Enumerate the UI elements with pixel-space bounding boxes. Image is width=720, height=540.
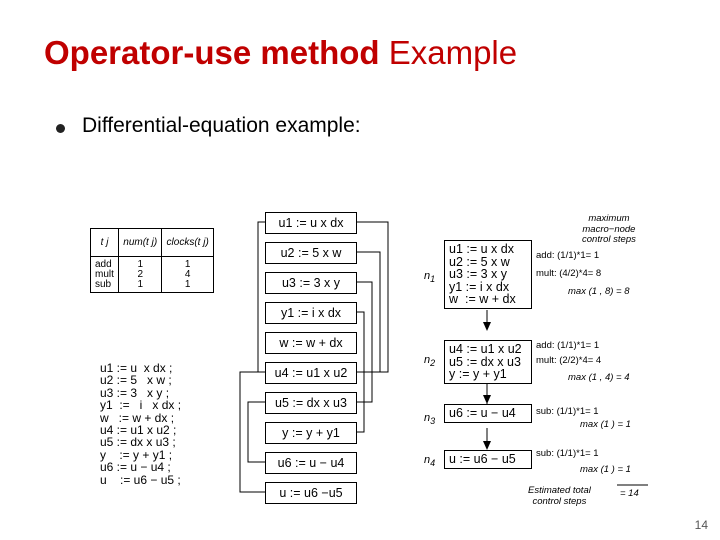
table-header-clocks: clocks(t j): [162, 229, 214, 257]
table-cell-clocks: 1 4 1: [162, 257, 214, 293]
chain-box: u4 := u1 x u2: [265, 362, 357, 384]
chain-box: w := w + dx: [265, 332, 357, 354]
macro-node-box: u4 := u1 x u2 u5 := dx x u3 y := y + y1: [444, 340, 532, 384]
table-header-tj: t j: [91, 229, 119, 257]
title-rest: Example: [379, 34, 518, 71]
chain-box: u3 := 3 x y: [265, 272, 357, 294]
table-cell-num: 1 2 1: [119, 257, 162, 293]
table-header-num: num(t j): [119, 229, 162, 257]
table-cell-ops: add mult sub: [91, 257, 119, 293]
total-value: = 14: [620, 488, 639, 499]
node-note-mult: mult: (4/2)*4= 8: [536, 268, 602, 279]
chain-box: u6 := u − u4: [265, 452, 357, 474]
node-note-add: sub: (1/1)*1= 1: [536, 406, 599, 417]
node-max: max (1 ) = 1: [580, 464, 631, 475]
node-max: max (1 , 4) = 4: [568, 372, 630, 383]
node-label: $n_3$: [424, 412, 436, 427]
node-label: $n_1$: [424, 270, 436, 285]
chain-box: y := y + y1: [265, 422, 357, 444]
macro-node-box: u6 := u − u4: [444, 404, 532, 423]
chain-box: u5 := dx x u3: [265, 392, 357, 414]
node-label: $n_2$: [424, 354, 436, 369]
node-note-add: sub: (1/1)*1= 1: [536, 448, 599, 459]
macro-node-box: u := u6 − u5: [444, 450, 532, 469]
node-note-add: add: (1/1)*1= 1: [536, 250, 600, 261]
node-max: max (1 , 8) = 8: [568, 286, 630, 297]
title-bold: Operator-use method: [44, 34, 380, 71]
page-number: 14: [694, 518, 708, 532]
chain-box: u := u6 −u5: [265, 482, 357, 504]
chain-box: u2 := 5 x w: [265, 242, 357, 264]
node-note-add: add: (1/1)*1= 1: [536, 340, 600, 351]
bullet-text: Differential-equation example:: [82, 114, 361, 137]
chain-box: y1 := i x dx: [265, 302, 357, 324]
total-label: Estimated total control steps: [528, 485, 591, 507]
node-max: max (1 ) = 1: [580, 419, 631, 430]
max-header-note: maximum macro−node control steps: [582, 213, 636, 245]
chain-box: u1 := u x dx: [265, 212, 357, 234]
code-listing: u1 := u x dx ; u2 := 5 x w ; u3 := 3 x y ; y1 := i x dx ; w := w + dx ; u4 := u1 x u2 ; u5 := dx x u3 ; y := y + y1 ; u6 := u − u4 ; u := u6 − u5 ;: [100, 361, 182, 487]
macro-node-box: u1 := u x dx u2 := 5 x w u3 := 3 x y y1 := i x dx w := w + dx: [444, 240, 532, 309]
node-note-mult: mult: (2/2)*4= 4: [536, 355, 602, 366]
node-label: $n_4$: [424, 454, 436, 469]
